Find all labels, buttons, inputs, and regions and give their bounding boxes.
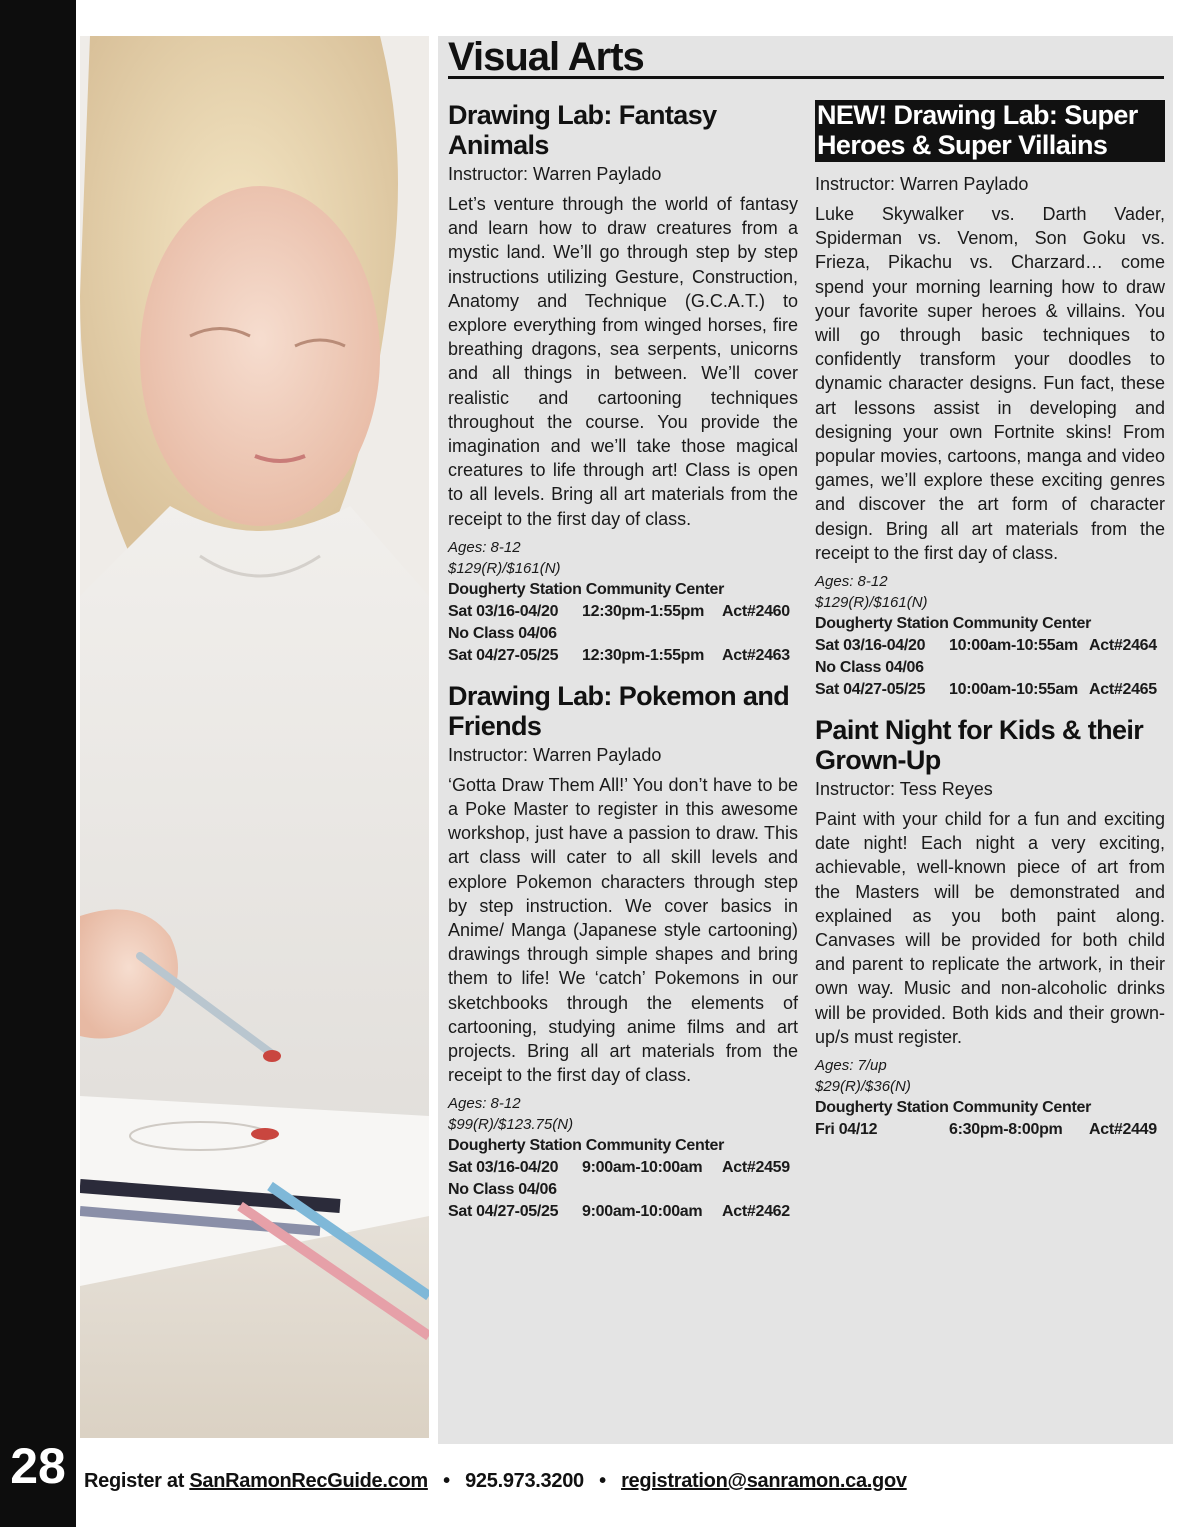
- course-location: Dougherty Station Community Center: [815, 1099, 1092, 1117]
- course-price: $99(R)/$123.75(N): [448, 1116, 574, 1134]
- course-title: Drawing Lab: Pokemon and Friends: [448, 680, 790, 741]
- email-link[interactable]: registration@sanramon.ca.gov: [621, 1470, 907, 1492]
- course-description: Let’s venture through the world of fantasy and learn how to draw creatures from a mystic land. We’ll go through step by step instructions utilizing Gesture, Construction, Anatomy and Technique (G.C.A.T.) to explore everything from winged horses, fire breathing dragons, sea serpents, unicorns and all things in between. We’ll cover realistic and cartooning techniques throughout the course. You provide the imagination and we’ll take those magical creatures to life through art! Class is open to all levels. Bring all art materials from the receipt to the first day of class.: [448, 194, 798, 529]
- child-drawing-photo: [80, 36, 429, 1438]
- section-title: Visual Arts: [448, 36, 1164, 79]
- schedule-date: Sat 03/16-04/20: [815, 637, 926, 655]
- footer-separator: •: [443, 1470, 450, 1492]
- schedule-time: 10:00am-10:55am: [949, 681, 1078, 699]
- schedule-row: [815, 679, 1165, 701]
- schedule-date: Sat 04/27-05/25: [448, 1203, 559, 1221]
- right-column: [815, 100, 1165, 1155]
- side-bar: [0, 0, 76, 1527]
- activity-number: Act#2465: [1089, 681, 1157, 699]
- course-location: Dougherty Station Community Center: [448, 580, 725, 598]
- schedule-row: [448, 1201, 798, 1223]
- activity-number: Act#2449: [1089, 1121, 1157, 1139]
- course-title-new: NEW! Drawing Lab: Super Heroes & Super Villains: [815, 100, 1165, 162]
- course-ages: Ages: 8-12: [448, 1095, 521, 1113]
- course-instructor: Instructor: Tess Reyes: [815, 779, 993, 800]
- course-title: Paint Night for Kids & their Grown-Up: [815, 715, 1144, 776]
- course-pokemon: [448, 681, 798, 1224]
- activity-number: Act#2464: [1089, 637, 1157, 655]
- page-number: 28: [10, 1438, 66, 1494]
- course-instructor: Instructor: Warren Paylado: [448, 164, 662, 184]
- activity-number: Act#2459: [722, 1159, 790, 1177]
- schedule-date: Sat 04/27-05/25: [815, 681, 926, 699]
- schedule-time: 12:30pm-1:55pm: [582, 646, 705, 664]
- course-paint-night: [815, 715, 1165, 1141]
- course-location: Dougherty Station Community Center: [815, 615, 1092, 633]
- course-location: Dougherty Station Community Center: [448, 1137, 725, 1155]
- schedule-row: [815, 1119, 1165, 1141]
- course-title: Drawing Lab: Fantasy Animals: [448, 100, 717, 160]
- course-super-heroes: [815, 100, 1165, 701]
- course-price: $129(R)/$161(N): [448, 559, 561, 577]
- schedule-time: 9:00am-10:00am: [582, 1203, 703, 1221]
- phone-number: 925.973.3200: [465, 1470, 584, 1492]
- course-description: Luke Skywalker vs. Darth Vader, Spiderman vs. Venom, Son Goku vs. Frieza, Pikachu vs. Charzard… come spend your morning learning how to draw your favorite super heroes & villains. You will go through basic techniques to confidently transform your doodles to dynamic character designs. Fun fact, these art lessons assist in developing and designing your own Fortnite skins! From popular movies, cartoons, manga and video games, we’ll explore these exciting genres and discover the art form of character design. Bring all art materials from the receipt to the first day of class.: [815, 204, 1165, 563]
- activity-number: Act#2462: [722, 1203, 790, 1221]
- course-description: ‘Gotta Draw Them All!’ You don’t have to be a Poke Master to register in this awesome workshop, just have a passion to draw. This art class will cater to all skill levels and explore Pokemon characters through step by step instruction. We cover basics in Anime/ Manga (Japanese style cartooning) drawings through simple shapes and bring them to life! We ‘catch’ Pokemons in our sketchbooks through the elements of cartooning, studying anime films and art projects. Bring all art materials from the receipt to the first day of class.: [448, 774, 798, 1086]
- schedule-date: Sat 04/27-05/25: [448, 646, 559, 664]
- schedule-date: Fri 04/12: [815, 1121, 878, 1139]
- left-column: [448, 100, 798, 1237]
- no-class-note: No Class 04/06: [448, 624, 557, 642]
- schedule-date: Sat 03/16-04/20: [448, 1159, 559, 1177]
- course-ages: Ages: 7/up: [815, 1057, 887, 1075]
- schedule-time: 12:30pm-1:55pm: [582, 602, 705, 620]
- schedule-row: [448, 645, 798, 667]
- no-class-note: No Class 04/06: [448, 1181, 557, 1199]
- schedule-date: Sat 03/16-04/20: [448, 602, 559, 620]
- schedule-time: 6:30pm-8:00pm: [949, 1121, 1063, 1139]
- schedule-row: [448, 1157, 798, 1179]
- course-price: $129(R)/$161(N): [815, 594, 928, 612]
- course-instructor: Instructor: Warren Paylado: [448, 744, 662, 765]
- activity-number: Act#2463: [722, 646, 790, 664]
- footer-separator: •: [599, 1470, 606, 1492]
- activity-number: Act#2460: [722, 602, 790, 620]
- schedule-row: [448, 601, 798, 623]
- schedule-row: [815, 635, 1165, 657]
- schedule-time: 10:00am-10:55am: [949, 637, 1078, 655]
- course-ages: Ages: 8-12: [815, 573, 888, 591]
- website-link[interactable]: SanRamonRecGuide.com: [189, 1470, 428, 1492]
- footer-prefix: Register at: [84, 1470, 185, 1492]
- no-class-note: No Class 04/06: [815, 659, 924, 677]
- course-description: Paint with your child for a fun and exciting date night! Each night a very exciting, achievable, well-known piece of art from the Masters will be demonstrated and explained as you both paint along. Canvases will be provided for both child and parent to replicate the artwork, in their own way. Music and non-alcoholic drinks will be provided. Both kids and their grown-up/s must register.: [815, 809, 1165, 1047]
- course-ages: Ages: 8-12: [448, 538, 521, 556]
- course-fantasy-animals: [448, 100, 798, 667]
- course-instructor: Instructor: Warren Paylado: [815, 174, 1029, 194]
- footer-registration: [84, 1466, 1184, 1496]
- schedule-time: 9:00am-10:00am: [582, 1159, 703, 1177]
- course-price: $29(R)/$36(N): [815, 1078, 911, 1096]
